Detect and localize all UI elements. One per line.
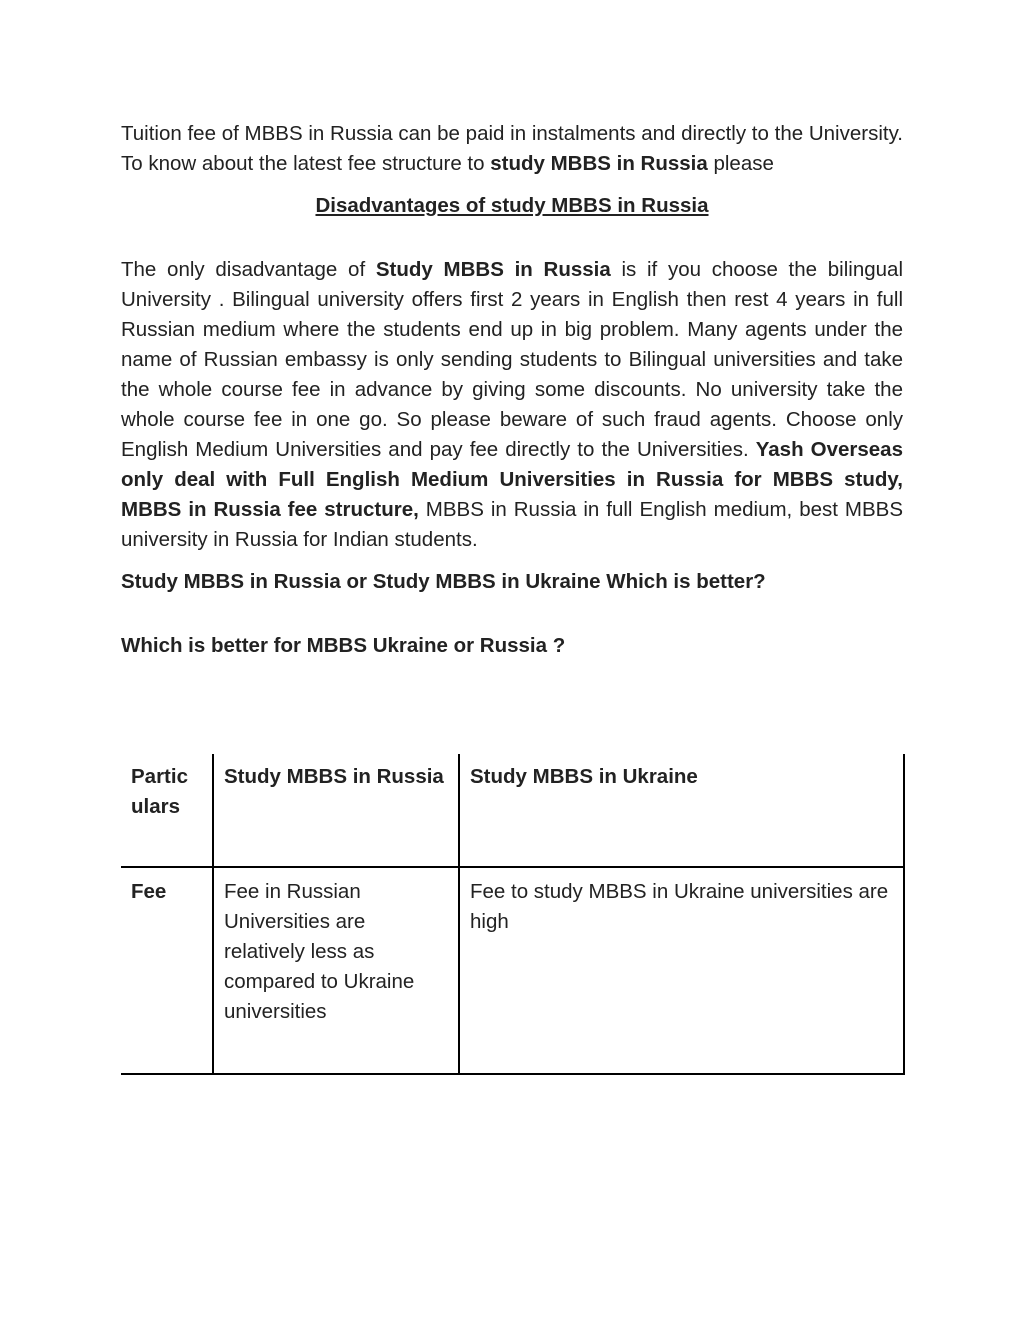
- table-header-row: [121, 754, 904, 867]
- table-header-cell: Study MBBS in Ukraine: [459, 754, 904, 867]
- question-heading: Study MBBS in Russia or Study MBBS in Ukraine Which is better?: [121, 570, 766, 593]
- paragraph-text: please: [707, 152, 774, 175]
- paragraph-bold-text: Yash Overseas only deal with Full English Medium Universities in Russia for MBBS study, MBBS in Russia fee structure,: [121, 438, 903, 521]
- table-header-cell: Study MBBS in Russia: [213, 754, 459, 867]
- table-cell: Fee: [121, 867, 213, 1074]
- paragraph-text: MBBS in Russia in full English medium, best MBBS university in Russia for Indian students.: [121, 498, 904, 551]
- paragraph-text: Tuition fee of MBBS in Russia can be paid in instalments and directly to the University. To know about the latest fee structure to: [121, 122, 903, 175]
- paragraph-bold-text: Study MBBS in Russia: [375, 258, 611, 281]
- paragraph-tuition-fee: [121, 119, 903, 179]
- question-heading: Which is better for MBBS Ukraine or Russia ?: [121, 634, 566, 657]
- comparison-table: [121, 754, 905, 1075]
- table-header-cell: Partic ulars: [121, 754, 213, 867]
- table-cell: Fee to study MBBS in Ukraine universities are high: [459, 867, 904, 1074]
- document-body: [121, 119, 903, 661]
- paragraph-disadvantages: [121, 255, 903, 555]
- table-row: [121, 867, 904, 1074]
- table-cell: Fee in Russian Universities are relatively less as compared to Ukraine universities: [213, 867, 459, 1074]
- paragraph-bold-text: study MBBS in Russia: [490, 152, 708, 175]
- paragraph-text: The only disadvantage of: [121, 258, 376, 281]
- paragraph-text: is if you choose the bilingual University . Bilingual university offers first 2 years in English then rest 4 years in full Russian medium where the students end up in big problem. Many agents under the name of Russian embassy is only sending students to Bilingual universities and take the whole course fee in advance by giving some discounts. No university take the whole course fee in one go. So please beware of such fraud agents. Choose only English Medium Universities and pay fee directly to the Universities.: [121, 258, 903, 461]
- section-heading: Disadvantages of study MBBS in Russia: [315, 194, 709, 217]
